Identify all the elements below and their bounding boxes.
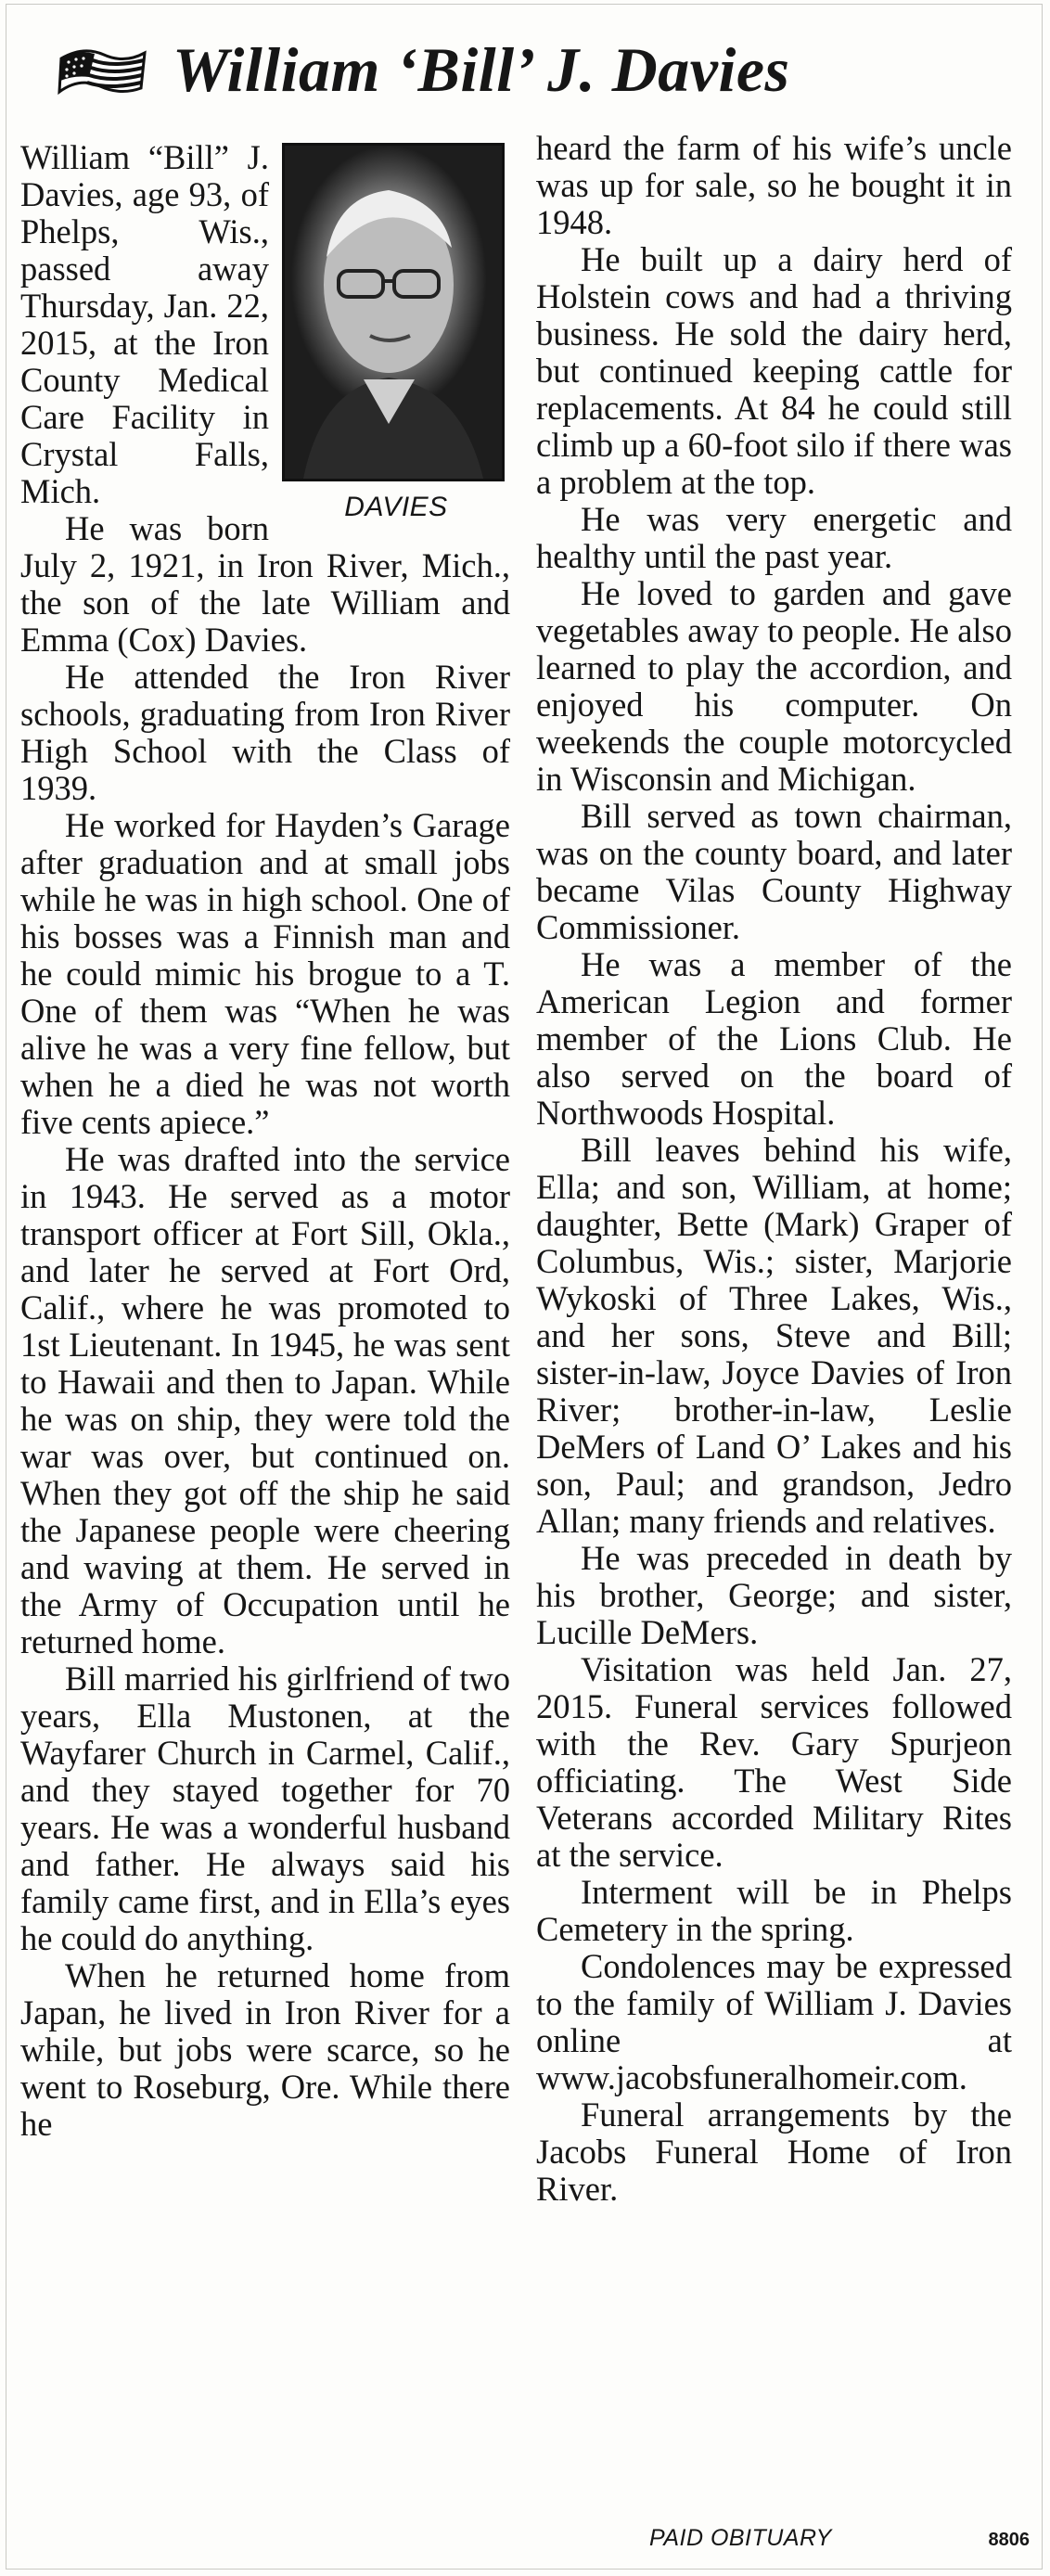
paragraph: He was a member of the American Legion and former member of the Lions Club. He also served on the board of Northwoods Hospital.	[536, 945, 1012, 1132]
paragraph: He built up a dairy herd of Holstein cows and had a thriving business. He sold the dairy herd, but continued keeping cattle for replacements. At 84 he could still climb up a 60-foot silo if there was a problem at the top.	[536, 240, 1012, 501]
paid-obituary-label: PAID OBITUARY	[649, 2525, 832, 2551]
american-flag-icon	[56, 40, 148, 99]
paragraph: Visitation was held Jan. 27, 2015. Funeral services followed with the Rev. Gary Spurjeon officiating. The West Side Veterans accorded Military Rites at the service.	[536, 1650, 1012, 1874]
column-right	[536, 130, 1012, 2421]
photo-block	[282, 143, 510, 526]
obituary-title: William ‘Bill’ J. Davies	[173, 33, 790, 105]
paragraph: He loved to garden and gave vegetables away to people. He also learned to play the accordion, and enjoyed his computer. On weekends the couple motorcycled in Wisconsin and Michigan.	[536, 574, 1012, 798]
paragraph: Bill served as town chairman, was on the county board, and later became Vilas County Highway Commissioner.	[536, 797, 1012, 946]
footer	[649, 2525, 1030, 2552]
paragraph: Condolences may be expressed to the family of William J. Davies online at www.jacobsfuneralhomeir.com.	[536, 1947, 1012, 2096]
paragraph: Bill leaves behind his wife, Ella; and son, William, at home; daughter, Bette (Mark) Graper of Columbus, Wis.; sister, Marjorie Wykoski of Three Lakes, Wis., and her sons, Steve and Bill; sister-in-law, Joyce Davies of Iron River; brother-in-law, Leslie DeMers of Land O’ Lakes and his son, Paul; and grandson, Jedro Allan; many friends and relatives.	[536, 1131, 1012, 1540]
paragraph: Interment will be in Phelps Cemetery in the spring.	[536, 1873, 1012, 1948]
paragraph: Bill married his girlfriend of two years, Ella Mustonen, at the Wayfarer Church in Carmel, Calif., and they stayed together for 70 years. He was a wonderful husband and father. He always said his family came first, and in Ella’s eyes he could do anything.	[20, 1660, 510, 1957]
paragraph: Funeral arrangements by the Jacobs Funeral Home of Iron River.	[536, 2095, 1012, 2208]
photo-caption: DAVIES	[344, 492, 448, 522]
paragraph: He was preceded in death by his brother, George; and sister, Lucille DeMers.	[536, 1539, 1012, 1651]
paragraph: He worked for Hayden’s Garage after graduation and at small jobs while he was in high school. One of his bosses was a Finnish man and he could mimic his brogue to a T. One of them was “When he was alive he was a very fine fellow, but when he a died he was not worth five cents apiece.”	[20, 806, 510, 1141]
paragraph: He was very energetic and healthy until the past year.	[536, 500, 1012, 575]
paragraph: When he returned home from Japan, he lived in Iron River for a while, but jobs were scarce, so he went to Roseburg, Ore. While there he	[20, 1956, 510, 2143]
column-left	[20, 139, 510, 2514]
paragraph: He attended the Iron River schools, graduating from Iron River High School with the Class of 1939.	[20, 658, 510, 807]
intro-paragraph: William “Bill” J. Davies, age 93, of Phelps, Wis., passed away Thursday, Jan. 22, 2015, at the Iron County Medical Care Facility in Crystal Falls, Mich.	[20, 138, 269, 510]
header	[56, 19, 790, 121]
portrait-photo	[282, 143, 505, 481]
paragraph: He was born July 2, 1921, in Iron River, Mich., the son of the late William and Emma (Cox) Davies.	[20, 509, 510, 659]
ad-code: 8806	[988, 2530, 1030, 2550]
paragraph: He was drafted into the service in 1943. He served as a motor transport officer at Fort Sill, Okla., and later he served at Fort Ord, Calif., where he was promoted to 1st Lieutenant. In 1945, he was sent to Hawaii and then to Japan. While he was on ship, they were told the war was over, but continued on. When they got off the ship he said the Japanese people were cheering and waving at them. He served in the Army of Occupation until he returned home.	[20, 1140, 510, 1660]
continued-paragraph: heard the farm of his wife’s uncle was up for sale, so he bought it in 1948.	[536, 129, 1012, 241]
